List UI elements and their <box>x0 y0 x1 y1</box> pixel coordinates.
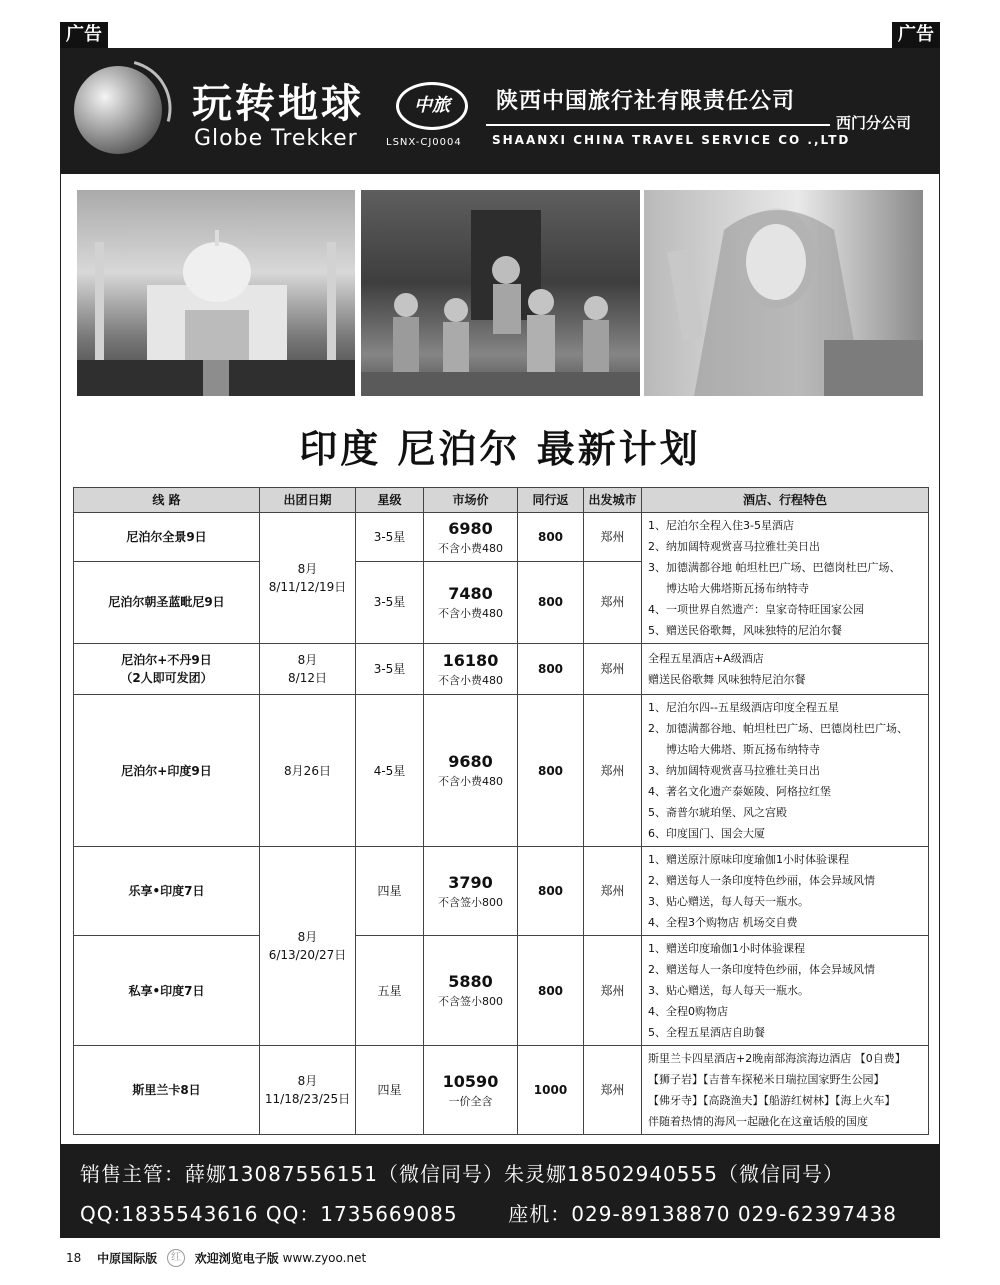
route-name: 尼泊尔朝圣蓝毗尼9日 <box>74 561 260 643</box>
features-cell <box>642 847 929 936</box>
brand-name-en: Globe Trekker <box>194 126 358 151</box>
table-row <box>74 1046 929 1135</box>
departure-city: 郑州 <box>584 561 642 643</box>
globe-swoosh-icon <box>50 41 190 180</box>
indian-woman-illustration <box>644 190 923 396</box>
feature-line: 斯里兰卡四星酒店+2晚南部海滨海边酒店 【0自费】 <box>648 1052 906 1065</box>
feature-line: 4、一项世界自然遗产：皇家奇特旺国家公园 <box>648 603 864 616</box>
feature-line: 1、赠送原汁原味印度瑜伽1小时体验课程 <box>648 853 849 866</box>
feature-line: 【佛牙寺】【高跷渔夫】【船游红树林】【海上火车】 <box>648 1094 896 1107</box>
feature-line: 3、加德满都谷地 帕坦杜巴广场、巴德岗杜巴广场、 <box>648 561 901 574</box>
peer-rebate: 800 <box>518 513 584 562</box>
features-cell <box>642 1046 929 1135</box>
price-value: 7480 <box>448 584 493 604</box>
peer-rebate: 800 <box>518 847 584 936</box>
feature-line: 2、纳加阔特观赏喜马拉雅壮美日出 <box>648 540 820 553</box>
star-level: 4-5星 <box>356 695 424 847</box>
price-note: 不含小费480 <box>438 541 503 555</box>
route-name: 乐享•印度7日 <box>74 847 260 936</box>
sales-contacts: 销售主管：薛娜13087556151（微信同号）朱灵娜18502940555（微信同号） <box>80 1162 844 1186</box>
section-name: 中原国际版 <box>97 1251 158 1266</box>
price-value: 5880 <box>448 972 493 992</box>
features-cell <box>642 644 929 695</box>
star-level: 3-5星 <box>356 644 424 695</box>
tour-plans-table <box>73 487 929 1135</box>
feature-line: 5、全程五星酒店自助餐 <box>648 1026 765 1039</box>
peer-rebate: 800 <box>518 695 584 847</box>
taj-mahal-illustration <box>77 190 355 396</box>
departure-days: 6/13/20/27日 <box>268 948 347 962</box>
feature-line: 2、赠送每人一条印度特色纱丽，体会异域风情 <box>648 963 875 976</box>
departure-city: 郑州 <box>584 513 642 562</box>
table-row <box>74 513 929 562</box>
feature-line: 4、全程3个购物店 机场交自费 <box>648 916 798 929</box>
col-header-price: 市场价 <box>424 488 518 513</box>
peer-rebate: 800 <box>518 936 584 1046</box>
departure-days: 8/11/12/19日 <box>268 580 347 594</box>
star-level: 四星 <box>356 847 424 936</box>
feature-line: 全程五星酒店+A级酒店 <box>648 652 764 665</box>
market-price <box>424 1046 518 1135</box>
feature-line: 博达哈大佛塔、斯瓦扬布纳特寺 <box>666 743 820 756</box>
departure-city: 郑州 <box>584 936 642 1046</box>
star-level: 3-5星 <box>356 561 424 643</box>
departure-dates <box>260 644 356 695</box>
feature-line: 1、尼泊尔全程入住3-5星酒店 <box>648 519 794 532</box>
feature-line: 博达哈大佛塔斯瓦扬布纳特寺 <box>666 582 809 595</box>
feature-line: 2、赠送每人一条印度特色纱丽，体会异域风情 <box>648 874 875 887</box>
star-level: 3-5星 <box>356 513 424 562</box>
price-value: 3790 <box>448 872 493 892</box>
ad-header <box>60 48 940 174</box>
contact-footer <box>60 1144 940 1238</box>
feature-line: 5、斋普尔琥珀堡、风之宫殿 <box>648 806 787 819</box>
company-divider <box>486 124 830 126</box>
page-number: 18 <box>66 1251 82 1265</box>
peer-rebate: 800 <box>518 561 584 643</box>
branch-name: 西门分公司 <box>836 114 912 132</box>
qq-number-2: QQ：1735669085 <box>265 1202 458 1226</box>
cts-logo-icon: 中旅 <box>396 82 468 130</box>
departure-month: 8月 <box>297 930 318 944</box>
company-name-en: SHAANXI CHINA TRAVEL SERVICE CO .,LTD <box>492 133 851 147</box>
peer-rebate: 1000 <box>518 1046 584 1135</box>
feature-line: 1、尼泊尔四--五星级酒店印度全程五星 <box>648 701 839 714</box>
qq-number-1: QQ:1835543616 <box>80 1202 259 1226</box>
departure-days: 8/12日 <box>288 671 327 685</box>
brand-name-cn: 玩转地球 <box>192 81 364 127</box>
route-title: 尼泊尔+不丹9日 <box>121 653 212 667</box>
feature-line: 3、贴心赠送，每人每天一瓶水。 <box>648 984 809 997</box>
feature-line: 5、赠送民俗歌舞，风味独特的尼泊尔餐 <box>648 624 842 637</box>
table-row <box>74 936 929 1046</box>
taj-mahal-photo <box>77 190 355 396</box>
route-name: 尼泊尔全景9日 <box>74 513 260 562</box>
departure-city: 郑州 <box>584 644 642 695</box>
departure-city: 郑州 <box>584 1046 642 1135</box>
star-level: 五星 <box>356 936 424 1046</box>
col-header-features: 酒店、行程特色 <box>642 488 929 513</box>
departure-dates <box>260 513 356 644</box>
features-cell <box>642 936 929 1046</box>
features-cell <box>642 695 929 847</box>
feature-line: 3、纳加阔特观赏喜马拉雅壮美日出 <box>648 764 820 777</box>
ad-tag-right: 广告 <box>892 22 940 48</box>
feature-line: 6、印度国门、国会大厦 <box>648 827 765 840</box>
star-level: 四星 <box>356 1046 424 1135</box>
col-header-rebate: 同行返 <box>518 488 584 513</box>
page-title: 印度 尼泊尔 最新计划 <box>299 426 701 471</box>
price-value: 16180 <box>442 650 499 670</box>
price-value: 10590 <box>442 1071 499 1091</box>
market-price <box>424 513 518 562</box>
departure-month: 8月 <box>297 653 318 667</box>
feature-line: 1、赠送印度瑜伽1小时体验课程 <box>648 942 805 955</box>
ad-tag-left: 广告 <box>60 22 108 48</box>
red-mark-icon: 红 <box>167 1249 185 1267</box>
price-note: 不含小费480 <box>438 607 503 621</box>
feature-line: 【狮子岩】【吉普车探秘米日瑞拉国家野生公园】 <box>648 1073 885 1086</box>
feature-line: 赠送民俗歌舞 风味独特尼泊尔餐 <box>648 673 806 686</box>
feature-line: 3、贴心赠送，每人每天一瓶水。 <box>648 895 809 908</box>
price-note: 不含签小800 <box>438 895 503 909</box>
qq-and-phone <box>80 1198 897 1227</box>
departure-month: 8月 <box>297 1074 318 1088</box>
route-name <box>74 644 260 695</box>
indian-woman-photo <box>644 190 923 396</box>
price-value: 9680 <box>448 752 493 772</box>
license-code: LSNX-CJ0004 <box>386 137 462 148</box>
price-note: 不含签小800 <box>438 995 503 1009</box>
price-note: 不含小费480 <box>438 673 503 687</box>
departure-dates <box>260 1046 356 1135</box>
market-price <box>424 936 518 1046</box>
features-cell <box>642 513 929 644</box>
route-note: （2人即可发团） <box>120 671 213 685</box>
departure-days: 11/18/23/25日 <box>264 1092 351 1106</box>
col-header-star: 星级 <box>356 488 424 513</box>
sadhus-photo <box>361 190 640 396</box>
col-header-route: 线 路 <box>74 488 260 513</box>
route-name: 私享•印度7日 <box>74 936 260 1046</box>
price-value: 6980 <box>448 518 493 538</box>
market-price <box>424 644 518 695</box>
table-header-row <box>74 488 929 513</box>
company-name-cn: 陕西中国旅行社有限责任公司 <box>496 89 796 114</box>
feature-line: 2、加德满都谷地、帕坦杜巴广场、巴德岗杜巴广场、 <box>648 722 908 735</box>
price-note: 不含小费480 <box>438 775 503 789</box>
market-price <box>424 847 518 936</box>
departure-dates: 8月26日 <box>260 695 356 847</box>
slogan: 欢迎浏览电子版 <box>194 1251 279 1266</box>
route-name: 尼泊尔+印度9日 <box>74 695 260 847</box>
price-note: 一价全含 <box>448 1094 493 1108</box>
table-row <box>74 847 929 936</box>
col-header-city: 出发城市 <box>584 488 642 513</box>
departure-city: 郑州 <box>584 695 642 847</box>
market-price <box>424 695 518 847</box>
peer-rebate: 800 <box>518 644 584 695</box>
landline-numbers: 座机：029-89138870 029-62397438 <box>508 1202 898 1226</box>
departure-dates <box>260 847 356 1046</box>
feature-line: 4、著名文化遗产泰姬陵、阿格拉红堡 <box>648 785 831 798</box>
departure-month: 8月 <box>297 562 318 576</box>
feature-line: 伴随着热情的海风一起融化在这童话般的国度 <box>648 1115 868 1128</box>
table-row <box>74 695 929 847</box>
market-price <box>424 561 518 643</box>
departure-city: 郑州 <box>584 847 642 936</box>
website-url[interactable]: www.zyoo.net <box>282 1251 367 1265</box>
feature-line: 4、全程0购物店 <box>648 1005 728 1018</box>
sadhus-illustration <box>361 190 640 396</box>
route-name: 斯里兰卡8日 <box>74 1046 260 1135</box>
table-row <box>74 644 929 695</box>
col-header-date: 出团日期 <box>260 488 356 513</box>
page-footer <box>66 1249 366 1267</box>
